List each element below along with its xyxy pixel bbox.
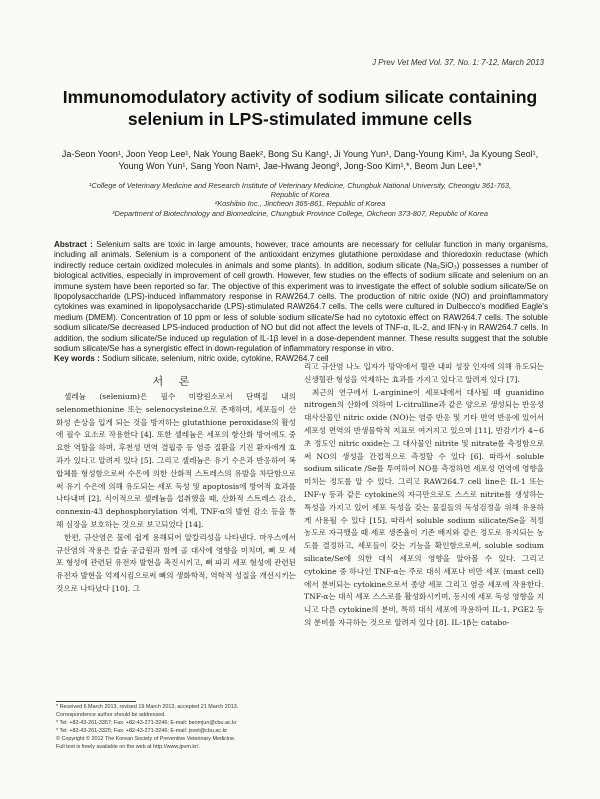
authors-line-1: Ja-Seon Yoon¹, Joon Yeop Lee¹, Nak Young Baek², Bong Su Kang¹, Ji Young Yun¹, Dang-Young Kim¹, Ja Kyoung Seol¹, — [61, 149, 539, 159]
footnote-line: Correspondence author should be addressed. — [56, 712, 166, 718]
footnote-line: © Copyright © 2012 The Korean Society of Preventive Veterinary Medicine. — [56, 736, 236, 742]
affiliation-line: ²Koshibio Inc., Jincheon 365-861, Republic of Korea — [214, 199, 386, 209]
keywords-text: Sodium silicate, selenium, nitric oxide, cytokine, RAW264.7 cell — [102, 354, 329, 364]
keywords-label: Key words : — [54, 354, 100, 364]
footnote-line: Full text is freely available on the web at http://www.jpvm.kr/. — [56, 744, 200, 750]
footnotes — [56, 703, 296, 751]
affiliations — [50, 181, 550, 218]
affiliation-line: Republic of Korea — [270, 190, 330, 200]
paragraph: 셀레늄 (selenium)은 필수 미량원소로서 단백질 내의 selenomethionine 또는 selenocysteine으로 존재하며, 세포들이 산화성 손상을 입게 되는 것을 방지하는 glutathione peroxidase의 활성에 필수 요소로 작용한다 [4]. 또한 셀레늄은 세포의 항산화 방어에도 중요한 역할을 하며, 후천성 면역 결핍증 등 염증 질환을 기진 환자에게 효과가 있다고 알려져 있다 [5]. 그리고 셀레늄은 유기 수은과 반응하여 복합체를 형성함으로써 수은에 의한 산화적 스트레스의 유발을 차단함으로써 유기 수은에 의해 유도되는 세포 독성 및 apoptosis에 방어적 효과를 나타내며 [2], 식이적으로 셀레늄을 섭취했을 때, 산화적 스트레스 감소, connexin-43 dephosphorylation 억제, TNF-α의 발현 감소 등을 통해 심장을 보호하는 것으로 보고되었다 [14]. — [56, 392, 296, 529]
journal-reference: J Prev Vet Med Vol. 37, No. 1: 7-12, March 2013 — [372, 58, 544, 67]
authors-line-2: Young Won Yun¹, Sang Yoon Nam¹, Jae-Hwang Jeong³, Jong-Soo Kim¹,*, Beom Jun Lee¹,* — [118, 161, 482, 171]
paragraph: 한편, 규산염은 물에 쉽게 용해되어 알칼리성을 나타낸다. 마우스에서 규산염의 작용은 칼슘 공급원과 함께 골 대사에 영향을 미치며, 뼈 모 세포 형성에 관련된 유전자 발현을 촉진시키고, 뼈 파괴 세포 형성에 관련된 유전자 발현을 억제시킴으로써 뼈의 생화학적, 역학적 성질을 개선시키는 것으로 나타났다 [10]. 그 — [56, 532, 296, 593]
abstract-block — [54, 240, 548, 365]
footnote-line: * Received 6 March 2013, revised 19 March 2013, accepted 21 March 2013. — [56, 704, 239, 710]
footnote-divider — [56, 701, 136, 702]
paper-title — [40, 86, 560, 130]
title-line-2: selenium in LPS-stimulated immune cells — [127, 109, 473, 129]
footnote-line: * Tel: +82-43-261-3357; Fax: +82-43-271-3246; E-mail: beomjun@cbu.ac.kr — [56, 720, 237, 726]
section-heading-introduction: 서 론 — [152, 375, 196, 388]
footnote-line: * Tel: +82-43-261-3325; Fax: +82-43-271-3246; E-mail: jsvet@cbu.ac.kr — [56, 728, 228, 734]
paragraph: 리고 규산염 나노 입자가 망막에서 혈관 내피 성장 인자에 의해 유도되는 신생혈관 형성을 억제하는 효과를 가지고 있다고 알려져 있다 [7]. — [304, 362, 544, 384]
title-line-1: Immunomodulatory activity of sodium silicate containing — [62, 87, 538, 107]
affiliation-line: ³Department of Biotechnology and Biomedicine, Chungbuk Province College, Okcheon 373-807, Republic of Korea — [112, 208, 488, 218]
left-text-column — [56, 391, 296, 596]
abstract-text: Selenium salts are toxic in large amounts, however, trace amounts are necessary for cellular function in many organisms, including all animals. Selenium is a component of the antioxidant enzymes glutathione peroxidase and thioredoxin reductase (which indirectly reduce certain oxidized molecules in animals and some plants). In addition, sodium silicate (Na₂SiO₃) possesses a number of biological activities, especially in improvement of cell growth. However, few studies on the effects of sodium silicate and selenium on an immune system have been reported so far. The objective of this experiment was to investigate the effect of soluble sodium silicate/Se on lipopolysaccharide (LPS)-induced inflammatory response in RAW264.7 cells. The production of nitric oxide (NO) and proinflammatory cytokines was examined in lipopolysaccharide (LPS)-stimulated RAW264.7 cells. The cells were cultured in Dulbecco's modified Eagle's medium (DMEM). Concentration of 10 ppm or less of soluble sodium silicate/Se had no cytotoxic effect on RAW264.7 cells. The soluble sodium silicate/Se decreased LPS-induced production of NO but did not affect the levels of TNF-α, IL-2, and IFN-γ in RAW264.7 cells. In addition, the sodium silicate/Se induced up regulation of IL-1β level in a dose-dependent manner. These results suggest that the soluble sodium silicate/Se has a synergistic effect in down-regulation of inflammatory response in vitro. — [54, 240, 549, 354]
right-text-column — [304, 361, 544, 630]
affiliation-line: ¹College of Veterinary Medicine and Research Institute of Veterinary Medicine, Chungbuk National University, Cheongju 361-763, — [88, 181, 512, 190]
paragraph: 최근의 연구에서 L-arginine이 세포내에서 대사될 때 guanidino nitrogen의 산화에 의하여 L-citrulline과 같은 양으로 생성되는 반응성 대사산물인 nitric oxide (NO)는 염증 반응 및 기타 면역 반응에 있어서 세포성 면역의 반생물학적 지표로 여겨지고 있으며 [11], 반감기가 4~6초 정도인 nitric oxide는 그 대사물인 nitrite 및 nitrate를 측정함으로써 NO의 생성을 간접적으로 측정할 수 있다 [6]. 따라서 soluble sodium silicate /Se를 투여하여 NO를 측정하면 세포성 면역에 영향을 미치는 정도를 알 수 있다. 그리고 RAW264.7 cell line은 IL-1 또는 INF-γ 등과 같은 cytokine의 자극만으로도 스스로 nitrite를 생성하는 특성을 가지고 있어 세포 독성을 갖는 물질들의 독성검정을 위해 유용하게 사용될 수 있다 [15]. 따라서 soluble sodium silicate/Se을 적정 농도로 자극했을 때 세포 생존율이 기존 배지와 같은 정도로 유지되는 농도를 결정하고, 세포들이 갖는 기능을 확인함으로써, soluble sodium silicate/Se에 의한 대식 세포의 영향을 알아볼 수 있다. 그리고 cytokine 중 하나인 TNF-α는 주로 대식 세포나 비만 세포 (mast cell)에서 분비되는 cytokine으로서 종양 세포 그리고 염증 세포에 작용한다. TNF-α는 대식 세포 스스로를 활성화시키며, 동시에 세포 독성 영향을 지니고 다른 cytokine의 분비, 특히 대식 세포에 작용하여 IL-1, PGE2 등의 분비를 자극하는 것으로 알려져 있다 [8]. IL-1β는 catabo- — [304, 387, 544, 627]
author-list — [50, 148, 550, 172]
abstract-label: Abstract : — [54, 240, 93, 249]
